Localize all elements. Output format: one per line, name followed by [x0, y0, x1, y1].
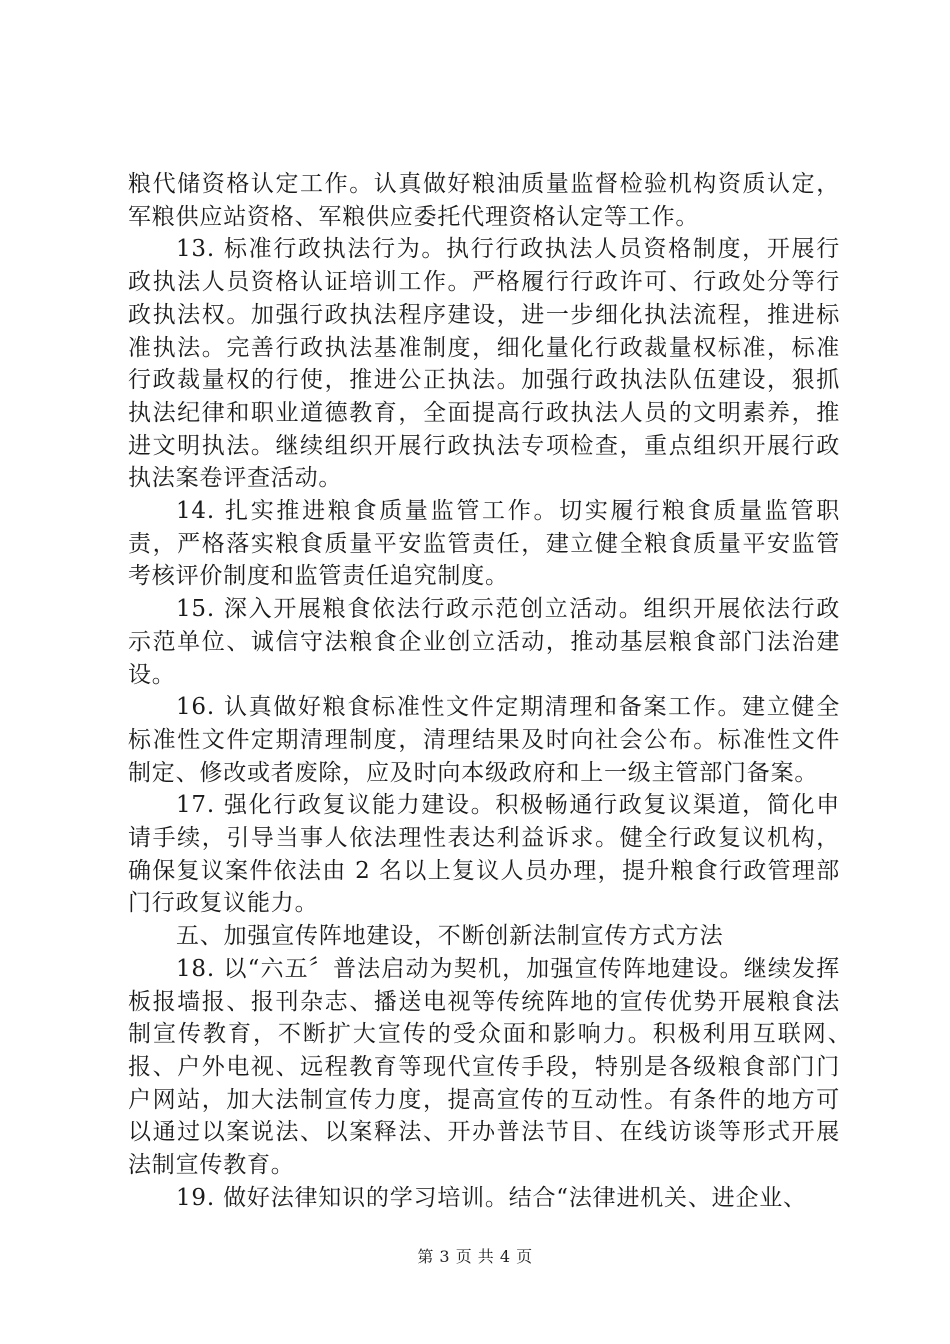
page-number-label: 第 3 页 共 4 页 — [417, 1247, 533, 1266]
paragraph-item-19: 19. 做好法律知识的学习培训。结合“法律进机关、进企业、 — [176, 1184, 807, 1211]
paragraph-item-15: 15. 深入开展粮食依法行政示范创立活动。组织开展依法行政示范单位、诚信守法粮食企业创立活动，推动基层粮食部门法治建设。 — [128, 596, 840, 688]
section-heading-5: 五、加强宣传阵地建设，不断创新法制宣传方式方法 — [176, 923, 724, 950]
document-body — [128, 168, 888, 1215]
paragraph-item-18: 18. 以“六五〞普法启动为契机，加强宣传阵地建设。继续发挥板报墙报、报刊杂志、播送电视等传统阵地的宣传优势开展粮食法制宣传教育，不断扩大宣传的受众面和影响力。积极利用互联网、 报、户外电视、远程教育等现代宣传手段，特别是各级粮食部门门户网站，加大法制宣传力度，提高宣传的互动性。有条件的地方可以通过以案说法、以案释法、开办普法节目、在线访谈等形式开展法制宣传教育。 — [128, 955, 888, 1179]
paragraph-continuation: 粮代储资格认定工作。认真做好粮油质量监督检验机构资质认定，军粮供应站资格、军粮供应委托代理资格认定等工作。 — [128, 171, 840, 230]
page-footer — [0, 1244, 950, 1267]
paragraph-item-16: 16. 认真做好粮食标准性文件定期清理和备案工作。建立健全标准性文件定期清理制度，清理结果及时向社会公布。标准性文件制定、修改或者废除，应及时向本级政府和上一级主管部门备案。 — [128, 694, 840, 786]
paragraph-item-14: 14. 扎实推进粮食质量监管工作。切实履行粮食质量监管职责，严格落实粮食质量平安监管责任，建立健全粮食质量平安监管考核评价制度和监管责任追究制度。 — [128, 498, 840, 590]
paragraph-item-13: 13. 标准行政执法行为。执行行政执法人员资格制度，开展行政执法人员资格认证培训工作。严格履行行政许可、行政处分等行政执法权。加强行政执法程序建设，进一步细化执法流程，推进标准执法。完善行政执法基准制度，细化量化行政裁量权标准，标准行政裁量权的行使，推进公正执法。加强行政执法队伍建设，狠抓执法纪律和职业道德教育，全面提高行政执法人员的文明素养，推进文明执法。继续组织开展行政执法专项检查，重点组织开展行政执法案卷评查活动。 — [128, 236, 840, 492]
paragraph-item-17: 17. 强化行政复议能力建设。积极畅通行政复议渠道，简化申请手续，引导当事人依法理性表达利益诉求。健全行政复议机构，确保复议案件依法由 2 名以上复议人员办理，提升粮食行政管理部门行政复议能力。 — [128, 792, 840, 917]
